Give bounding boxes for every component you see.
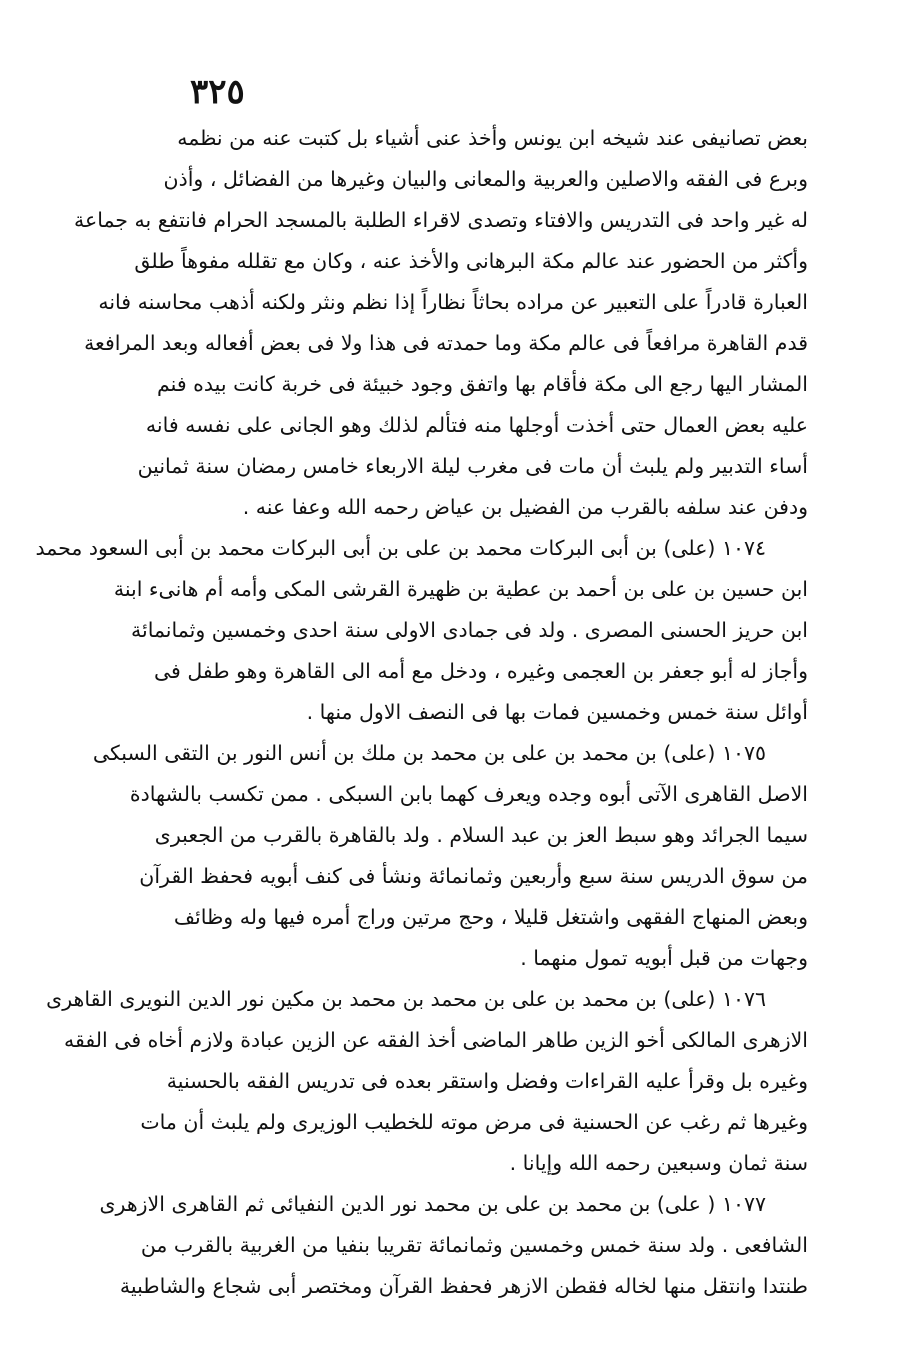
text-line: له غير واحد فى التدريس والافتاء وتصدى لاقراء الطلبة بالمسجد الحرام فانتفع به جماعة (73, 208, 808, 232)
text-line: المشار اليها رجع الى مكة فأقام بها واتفق وجود خبيئة فى خربة كانت بيده فنم (157, 372, 808, 396)
text-line: ابن حسين بن على بن أحمد بن عطية بن ظهيرة القرشى المكى وأمه أم هانىء ابنة (113, 577, 808, 601)
text-line: ابن حريز الحسنى المصرى . ولد فى جمادى الاولى سنة احدى وخمسين وثمانمائة (131, 618, 808, 642)
text-line: عليه بعض العمال حتى أخذت أوجلها منه فتألم لذلك وهو الجانى على نفسه فانه (145, 413, 808, 437)
text-line: أوائل سنة خمس وخمسين فمات بها فى النصف الاول منها . (306, 700, 808, 724)
entry-heading-line: ١٠٧٤ (على) بن أبى البركات محمد بن على بن أبى البركات محمد بن أبى السعود محمد (35, 536, 766, 560)
text-line: وغيرها ثم رغب عن الحسنية فى مرض موته للخطيب الوزيرى ولم يلبث أن مات (140, 1110, 808, 1134)
text-line: بعض تصانيفى عند شيخه ابن يونس وأخذ عنى أشياء بل كتبت عنه من نظمه (177, 126, 808, 150)
text-line: أساء التدبير ولم يلبث أن مات فى مغرب ليلة الاربعاء خامس رمضان سنة ثمانين (137, 454, 808, 478)
entry-heading-line: ١٠٧٧ ( على) بن محمد بن على بن محمد نور الدين النفيائى ثم القاهرى الازهرى (99, 1192, 766, 1216)
text-line: العبارة قادراً على التعبير عن مراده بحاثاً نظاراً إذا نظم ونثر ولكنه أذهب محاسنه فانه (98, 290, 808, 314)
text-line: سنة ثمان وسبعين رحمه الله وإيانا . (509, 1151, 808, 1175)
text-line: وبرع فى الفقه والاصلين والعربية والمعانى والبيان وغيرها من الفضائل ، وأذن (163, 167, 808, 191)
text-line: ودفن عند سلفه بالقرب من الفضيل بن عياض رحمه الله وعفا عنه . (242, 495, 808, 519)
text-line: قدم القاهرة مرافعاً فى عالم مكة وما حمدته فى هذا ولا فى بعض أفعاله وبعد المرافعة (84, 331, 808, 355)
text-line: وبعض المنهاج الفقهى واشتغل قليلا ، وحج مرتين وراج أمره فيها وله وظائف (173, 905, 808, 929)
entry-heading-line: ١٠٧٥ (على) بن محمد بن على بن محمد بن ملك بن أنس النور بن التقى السبكى (92, 741, 766, 765)
page-body-text (35, 118, 808, 1307)
text-line: الشافعى . ولد سنة خمس وخمسين وثمانمائة تقريبا بنفيا من الغربية بالقرب من (140, 1233, 808, 1257)
text-line: وجهات من قبل أبويه تمول منهما . (520, 946, 808, 970)
entry-heading-line: ١٠٧٦ (على) بن محمد بن على بن محمد بن محمد بن مكين نور الدين النويرى القاهرى (46, 987, 766, 1011)
text-line: وأكثر من الحضور عند عالم مكة البرهانى والأخذ عنه ، وكان مع تقلله مفوهاً طلق (134, 249, 808, 273)
text-line: الازهرى المالكى أخو الزين طاهر الماضى أخذ الفقه عن الزين عبادة ولازم أخاه فى الفقه (64, 1028, 808, 1052)
text-line: الاصل القاهرى الآتى أبوه وجده ويعرف كهما بابن السبكى . ممن تكسب بالشهادة (129, 782, 808, 806)
text-line: سيما الجرائد وهو سبط العز بن عبد السلام . ولد بالقاهرة بالقرب من الجعبرى (154, 823, 808, 847)
text-line: طنتدا وانتقل منها لخاله فقطن الازهر فحفظ القرآن ومختصر أبى شجاع والشاطبية (119, 1274, 808, 1298)
text-line: من سوق الدريس سنة سبع وأربعين وثمانمائة ونشأ فى كنف أبويه فحفظ القرآن (139, 864, 808, 888)
text-line: وغيره بل وقرأ عليه القراءات وفضل واستقر بعده فى تدريس الفقه بالحسنية (166, 1069, 808, 1093)
page-number: ٣٢٥ (190, 72, 245, 112)
text-line: وأجاز له أبو جعفر بن العجمى وغيره ، ودخل مع أمه الى القاهرة وهو طفل فى (153, 659, 808, 683)
